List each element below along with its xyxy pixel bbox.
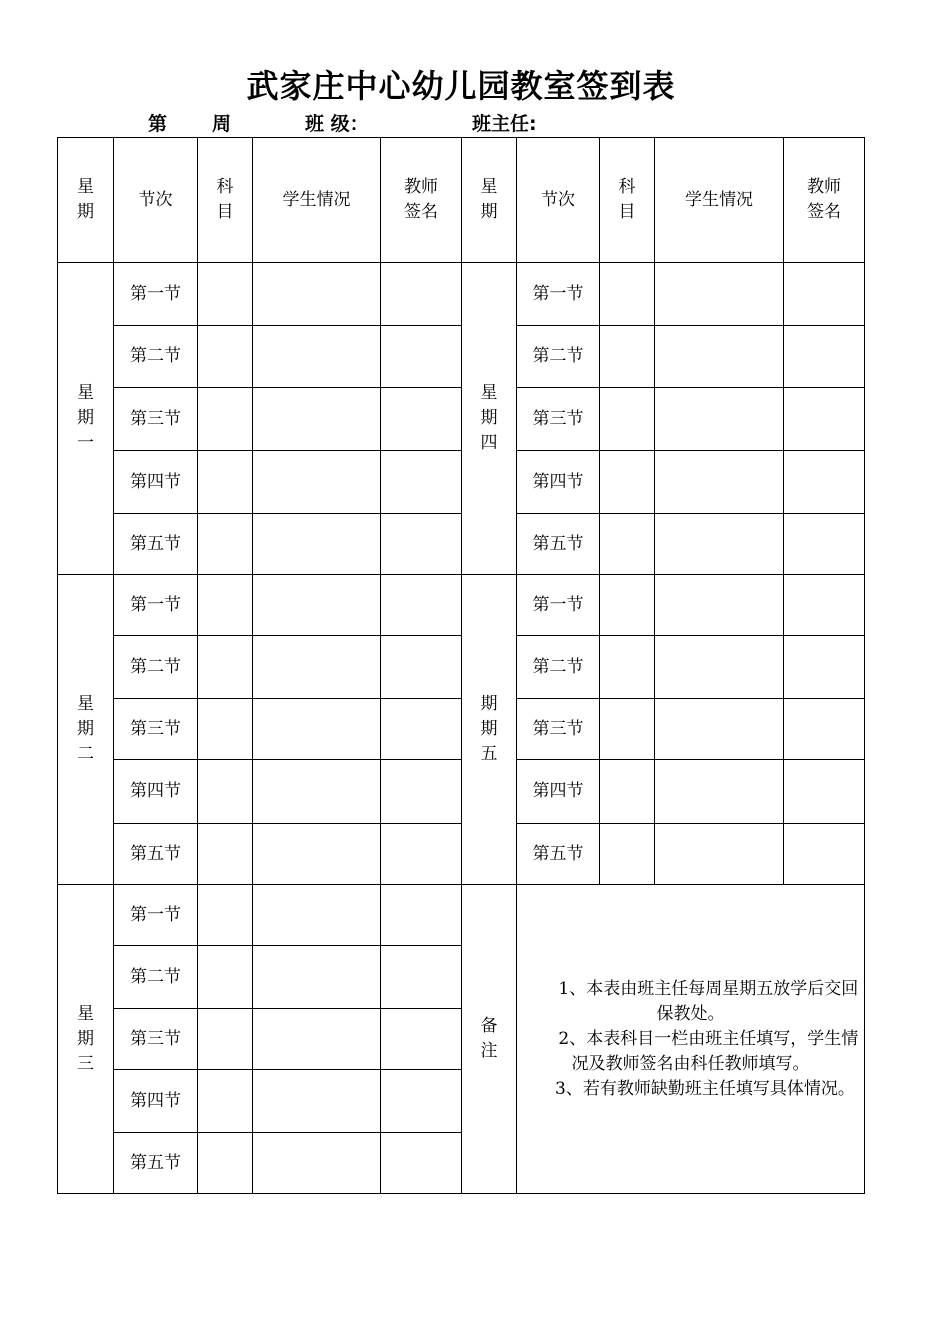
header-row — [58, 138, 865, 263]
subject-cell[interactable] — [198, 885, 253, 946]
subject-cell[interactable] — [198, 514, 253, 575]
head-teacher-label: 班主任: — [472, 113, 537, 135]
sign-cell[interactable] — [784, 388, 865, 451]
subject-cell[interactable] — [600, 451, 655, 514]
student-cell[interactable] — [253, 1070, 381, 1133]
sign-in-table — [57, 137, 865, 1194]
sign-cell[interactable] — [381, 388, 462, 451]
subject-cell[interactable] — [198, 824, 253, 885]
sign-cell[interactable] — [784, 824, 865, 885]
student-cell[interactable] — [253, 514, 381, 575]
subject-cell[interactable] — [198, 451, 253, 514]
sign-cell[interactable] — [381, 451, 462, 514]
subject-cell[interactable] — [600, 326, 655, 388]
student-cell[interactable] — [655, 760, 784, 824]
table-row — [58, 326, 865, 388]
sign-cell[interactable] — [381, 699, 462, 760]
table-row — [58, 263, 865, 326]
header-subject: 科 目 — [198, 138, 253, 263]
page-title: 武家庄中心幼儿园教室签到表 — [246, 67, 676, 105]
notes-label: 备 注 — [462, 885, 517, 1194]
student-cell[interactable] — [253, 263, 381, 326]
period-cell: 第五节 — [114, 824, 198, 885]
week-label-prefix: 第 — [148, 113, 168, 135]
period-cell: 第四节 — [517, 451, 600, 514]
student-cell[interactable] — [655, 326, 784, 388]
student-cell[interactable] — [253, 885, 381, 946]
period-cell: 第一节 — [114, 263, 198, 326]
period-cell: 第四节 — [517, 760, 600, 824]
student-cell[interactable] — [253, 946, 381, 1009]
table-row — [58, 636, 865, 699]
subject-cell[interactable] — [600, 636, 655, 699]
sign-cell[interactable] — [381, 946, 462, 1009]
day-monday: 星 期 一 — [58, 263, 114, 575]
student-cell[interactable] — [253, 575, 381, 636]
header-period-right: 节次 — [517, 138, 600, 263]
student-cell[interactable] — [655, 824, 784, 885]
period-cell: 第三节 — [517, 388, 600, 451]
period-cell: 第三节 — [114, 699, 198, 760]
subject-cell[interactable] — [198, 946, 253, 1009]
sign-cell[interactable] — [381, 824, 462, 885]
subject-cell[interactable] — [198, 263, 253, 326]
period-cell: 第二节 — [114, 326, 198, 388]
subject-cell[interactable] — [198, 1070, 253, 1133]
subject-cell[interactable] — [198, 326, 253, 388]
note-item: 1、本表由班主任每周星期五放学后交回保教处。 — [558, 978, 859, 1024]
sign-cell[interactable] — [381, 636, 462, 699]
student-cell[interactable] — [253, 451, 381, 514]
header-student: 学生情况 — [253, 138, 381, 263]
week-label-suffix: 周 — [212, 113, 232, 135]
sign-cell[interactable] — [784, 575, 865, 636]
table-row — [58, 824, 865, 885]
day-thursday: 星 期 四 — [462, 263, 517, 575]
student-cell[interactable] — [253, 326, 381, 388]
subject-cell[interactable] — [600, 388, 655, 451]
note-item: 3、若有教师缺勤班主任填写具体情况。 — [555, 1078, 855, 1099]
sign-cell[interactable] — [381, 760, 462, 824]
student-cell[interactable] — [655, 451, 784, 514]
subject-cell[interactable] — [198, 636, 253, 699]
sign-cell[interactable] — [784, 699, 865, 760]
table-row — [58, 885, 865, 946]
student-cell[interactable] — [655, 263, 784, 326]
table-row — [58, 575, 865, 636]
header-period: 节次 — [114, 138, 198, 263]
header-subject-right: 科 目 — [600, 138, 655, 263]
period-cell: 第一节 — [517, 575, 600, 636]
table-row — [58, 760, 865, 824]
period-cell: 第四节 — [114, 760, 198, 824]
sign-cell[interactable] — [381, 575, 462, 636]
table-row — [58, 451, 865, 514]
day-friday: 期 期 五 — [462, 575, 517, 885]
period-cell: 第五节 — [114, 1133, 198, 1194]
header-sign-right: 教师 签名 — [784, 138, 865, 263]
subject-cell[interactable] — [198, 760, 253, 824]
table-row — [58, 699, 865, 760]
subject-cell[interactable] — [198, 1133, 253, 1194]
period-cell: 第二节 — [517, 326, 600, 388]
sign-cell[interactable] — [381, 326, 462, 388]
subject-cell[interactable] — [600, 824, 655, 885]
sign-cell[interactable] — [381, 263, 462, 326]
subject-cell[interactable] — [600, 575, 655, 636]
sign-cell[interactable] — [381, 1133, 462, 1194]
sign-cell[interactable] — [381, 1009, 462, 1070]
period-cell: 第一节 — [114, 575, 198, 636]
class-label: 班 级： — [305, 113, 369, 135]
header-sign: 教师 签名 — [381, 138, 462, 263]
sign-cell[interactable] — [784, 451, 865, 514]
day-tuesday: 星 期 二 — [58, 575, 114, 885]
subject-cell[interactable] — [600, 263, 655, 326]
subject-cell[interactable] — [198, 699, 253, 760]
note-item: 2、本表科目一栏由班主任填写，学生情况及教师签名由科任教师填写。 — [558, 1028, 859, 1074]
period-cell: 第一节 — [114, 885, 198, 946]
student-cell[interactable] — [655, 514, 784, 575]
table-row — [58, 388, 865, 451]
student-cell[interactable] — [253, 636, 381, 699]
sign-cell[interactable] — [381, 514, 462, 575]
notes-content — [517, 885, 865, 1194]
subject-cell[interactable] — [198, 575, 253, 636]
student-cell[interactable] — [253, 824, 381, 885]
subject-cell[interactable] — [600, 514, 655, 575]
student-cell[interactable] — [253, 388, 381, 451]
period-cell: 第四节 — [114, 451, 198, 514]
period-cell: 第五节 — [517, 514, 600, 575]
student-cell[interactable] — [655, 575, 784, 636]
period-cell: 第三节 — [114, 1009, 198, 1070]
sign-cell[interactable] — [784, 760, 865, 824]
header-day: 星 期 — [58, 138, 114, 263]
sign-cell[interactable] — [784, 263, 865, 326]
day-wednesday: 星 期 三 — [58, 885, 114, 1194]
period-cell: 第五节 — [114, 514, 198, 575]
period-cell: 第五节 — [517, 824, 600, 885]
sign-cell[interactable] — [381, 1070, 462, 1133]
period-cell: 第二节 — [114, 946, 198, 1009]
student-cell[interactable] — [655, 388, 784, 451]
period-cell: 第三节 — [114, 388, 198, 451]
subject-cell[interactable] — [198, 1009, 253, 1070]
student-cell[interactable] — [655, 699, 784, 760]
student-cell[interactable] — [655, 636, 784, 699]
header-student-right: 学生情况 — [655, 138, 784, 263]
sign-cell[interactable] — [784, 636, 865, 699]
period-cell: 第四节 — [114, 1070, 198, 1133]
period-cell: 第二节 — [114, 636, 198, 699]
subject-cell[interactable] — [198, 388, 253, 451]
student-cell[interactable] — [253, 760, 381, 824]
period-cell: 第一节 — [517, 263, 600, 326]
period-cell: 第二节 — [517, 636, 600, 699]
sign-cell[interactable] — [381, 885, 462, 946]
header-day-right: 星 期 — [462, 138, 517, 263]
sign-cell[interactable] — [784, 326, 865, 388]
period-cell: 第三节 — [517, 699, 600, 760]
student-cell[interactable] — [253, 699, 381, 760]
sign-cell[interactable] — [784, 514, 865, 575]
subject-cell[interactable] — [600, 760, 655, 824]
table-row — [58, 514, 865, 575]
subject-cell[interactable] — [600, 699, 655, 760]
student-cell[interactable] — [253, 1133, 381, 1194]
student-cell[interactable] — [253, 1009, 381, 1070]
